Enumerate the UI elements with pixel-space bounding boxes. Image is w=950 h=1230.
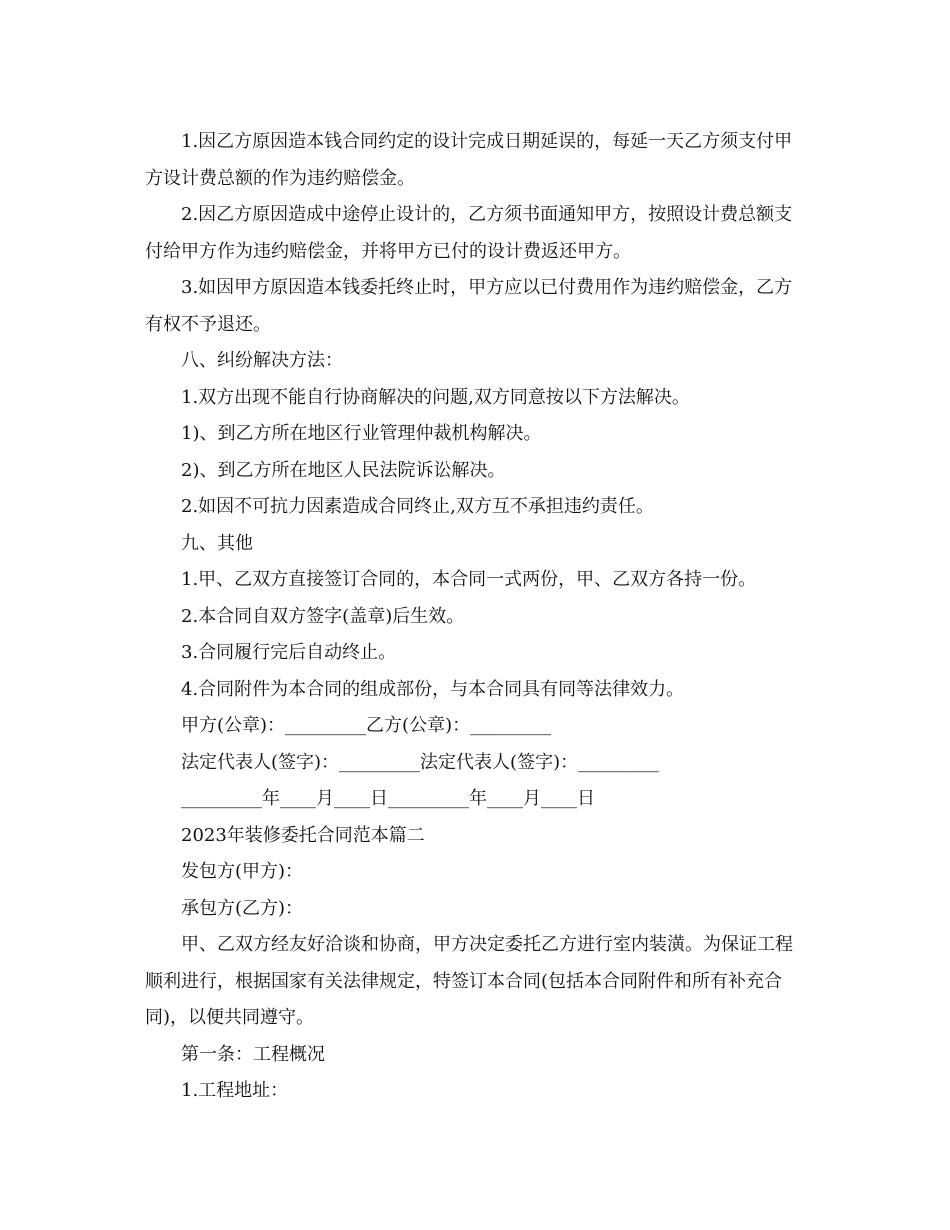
date-line: _________年____月____日_________年____月____日 [181,788,595,809]
signature-line: 法定代表人(签字)：_________法定代表人(签字)：_________ [181,751,660,773]
dispute-clause-1: 1.双方出现不能自行协商解决的问题,双方同意按以下方法解决。 [181,386,690,408]
other-clause-3: 3.合同履行完后自动终止。 [181,642,397,663]
dispute-option-2: 2)、到乙方所在地区人民法院诉讼解决。 [181,459,506,481]
section-heading-other: 九、其他 [181,532,253,554]
document-body [145,124,810,1110]
second-contract-title: 2023年装修委托合同范本篇二 [181,824,425,846]
other-clause-4: 4.合同附件为本合同的组成部份，与本合同具有同等法律效力。 [181,678,685,700]
dispute-clause-2: 2.如因不可抗力因素造成合同终止,双方互不承担违约责任。 [181,496,654,517]
other-clause-1: 1.甲、乙双方直接签订合同的，本合同一式两份，甲、乙双方各持一份。 [181,569,757,590]
contract-preamble: 甲、乙双方经友好洽谈和协商，甲方决定委托乙方进行室内装潢。为保证工程顺利进行，根据国家有关法律规定，特签订本合同(包括本合同附件和所有补充合同)，以便共同遵守。 [145,934,793,1028]
article-one-heading: 第一条：工程概况 [181,1043,325,1065]
contractor-line: 承包方(乙方)： [181,897,304,919]
clause-stop-design-penalty: 2.因乙方原因造成中途停止设计的，乙方须书面通知甲方，按照设计费总额支付给甲方作为违约赔偿金，并将甲方已付的设计费返还甲方。 [145,204,793,262]
project-address-line: 1.工程地址： [181,1080,289,1101]
clause-delay-penalty: 1.因乙方原因造本钱合同约定的设计完成日期延误的，每延一天乙方须支付甲方设计费总额的作为违约赔偿金。 [145,131,793,189]
seal-line: 甲方(公章)：_________乙方(公章)：_________ [181,715,552,736]
dispute-option-1: 1)、到乙方所在地区行业管理仲裁机构解决。 [181,423,542,444]
other-clause-2: 2.本合同自双方签字(盖章)后生效。 [181,605,465,627]
clause-party-a-termination: 3.如因甲方原因造本钱委托终止时，甲方应以已付费用作为违约赔偿金，乙方有权不予退还。 [145,277,793,335]
section-heading-dispute: 八、纠纷解决方法： [181,350,343,371]
employer-line: 发包方(甲方)： [181,861,304,882]
